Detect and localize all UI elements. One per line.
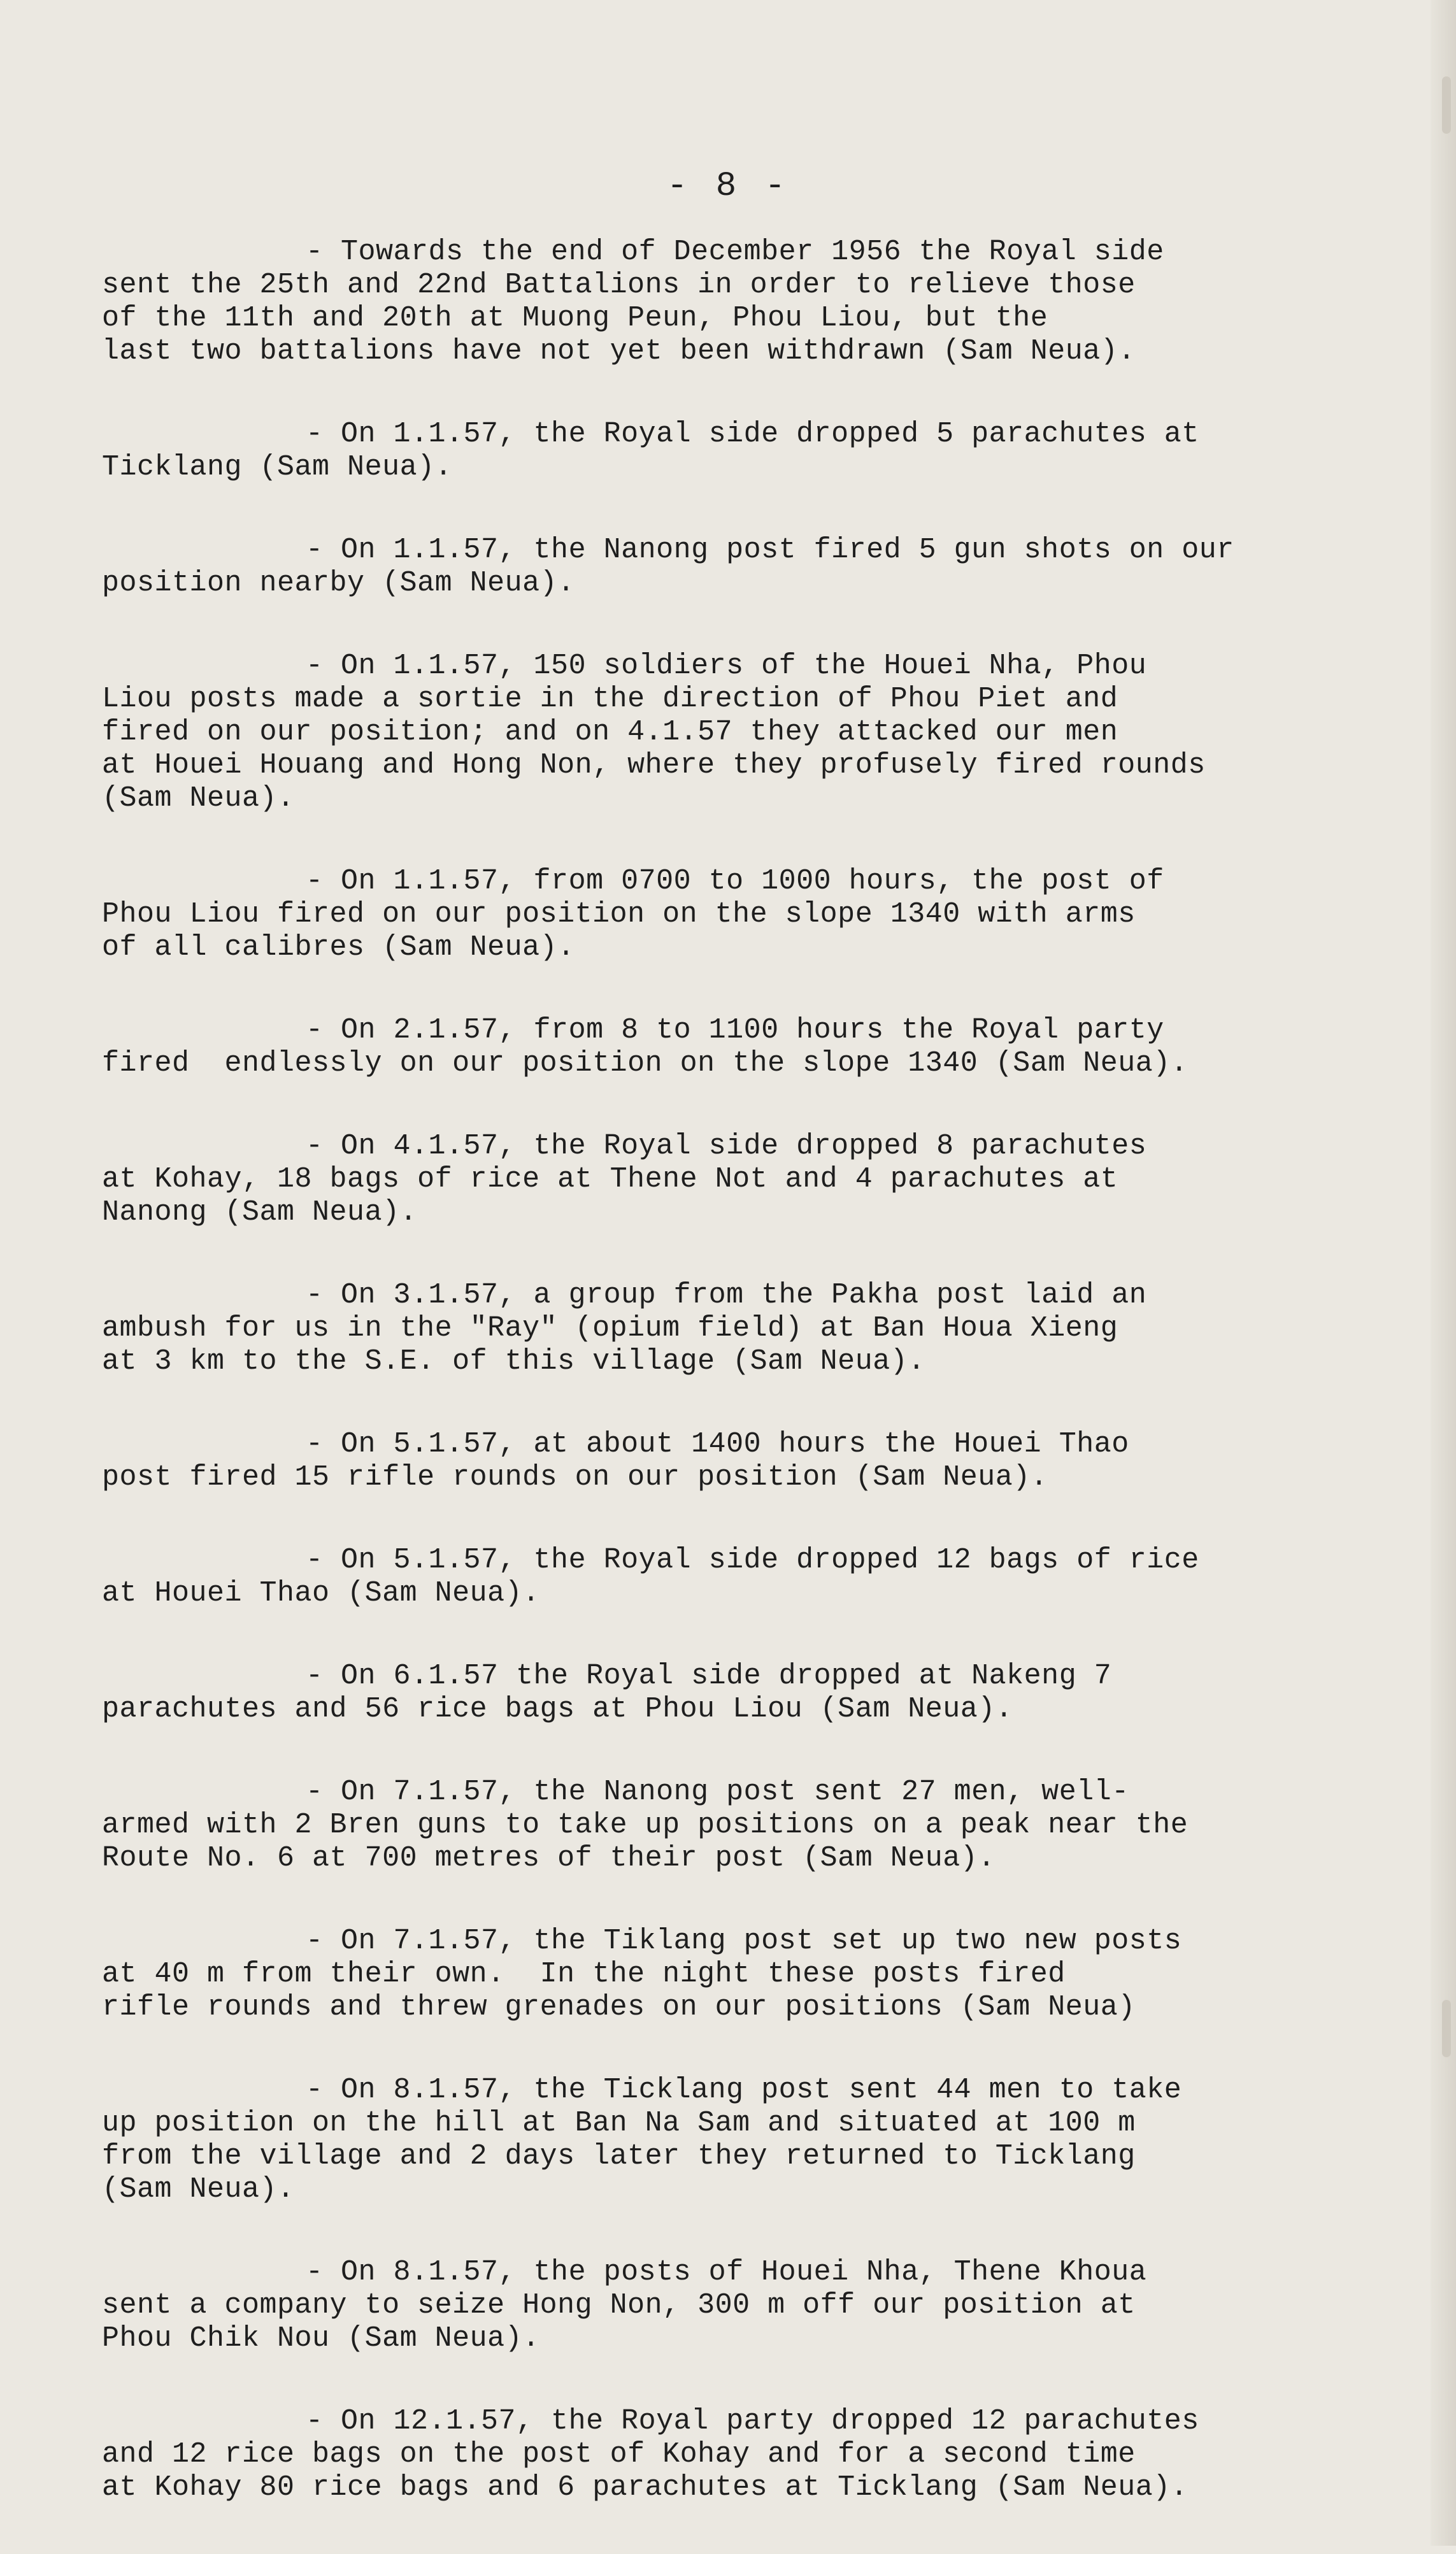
text-line: sent the 25th and 22nd Battalions in order to relieve those	[102, 269, 1136, 301]
text-line: parachutes and 56 rice bags at Phou Liou (Sam Neua).	[102, 1693, 1013, 1725]
text-line: - On 6.1.57 the Royal side dropped at Nakeng 7	[306, 1660, 1112, 1692]
text-line: - On 4.1.57, the Royal side dropped 8 parachutes	[306, 1130, 1147, 1162]
paragraph-entry	[102, 2256, 1363, 2355]
text-line: fired endlessly on our position on the slope 1340 (Sam Neua).	[102, 1047, 1188, 1080]
text-line: Phou Chik Nou (Sam Neua).	[102, 2322, 540, 2355]
text-line: at Houei Thao (Sam Neua).	[102, 1577, 540, 1609]
text-line: at Kohay 80 rice bags and 6 parachutes at Ticklang (Sam Neua).	[102, 2471, 1188, 2504]
text-line: - On 7.1.57, the Tiklang post set up two new posts	[306, 1925, 1182, 1957]
paragraph-entry	[102, 1279, 1363, 1378]
text-line: - On 7.1.57, the Nanong post sent 27 men, well-	[306, 1776, 1129, 1808]
paragraph-entry	[102, 236, 1363, 368]
text-line: - On 12.1.57, the Royal party dropped 12 parachutes	[306, 2405, 1199, 2437]
document-body	[102, 236, 1363, 2554]
page-number: - 8 -	[666, 167, 790, 206]
text-line: - On 1.1.57, from 0700 to 1000 hours, the post of	[306, 865, 1164, 897]
text-line: at Kohay, 18 bags of rice at Thene Not and 4 parachutes at	[102, 1163, 1118, 1195]
text-line: Phou Liou fired on our position on the slope 1340 with arms	[102, 898, 1136, 931]
paragraph-entry	[102, 1130, 1363, 1229]
text-line: Liou posts made a sortie in the direction of Phou Piet and	[102, 683, 1118, 715]
text-line: sent a company to seize Hong Non, 300 m off our position at	[102, 2289, 1136, 2322]
text-line: and 12 rice bags on the post of Kohay and for a second time	[102, 2438, 1136, 2471]
text-line: Route No. 6 at 700 metres of their post (Sam Neua).	[102, 1842, 996, 1874]
paragraph-entry	[102, 1776, 1363, 1875]
text-line: - On 8.1.57, the Ticklang post sent 44 men to take	[306, 2074, 1182, 2106]
text-line: Nanong (Sam Neua).	[102, 1196, 418, 1229]
text-line: post fired 15 rifle rounds on our position (Sam Neua).	[102, 1461, 1048, 1494]
text-line: - On 5.1.57, at about 1400 hours the Houei Thao	[306, 1428, 1129, 1460]
text-line: - On 3.1.57, a group from the Pakha post laid an	[306, 1279, 1147, 1311]
page-edge-mark	[1442, 2000, 1451, 2057]
paragraph-entry	[102, 418, 1363, 484]
text-line: - On 1.1.57, the Nanong post fired 5 gun shots on our	[306, 534, 1234, 566]
text-line: from the village and 2 days later they returned to Ticklang	[102, 2140, 1136, 2172]
text-line: position nearby (Sam Neua).	[102, 567, 575, 599]
page-edge-shadow	[1431, 0, 1456, 2546]
text-line: - On 1.1.57, 150 soldiers of the Houei Nha, Phou	[306, 650, 1147, 682]
text-line: armed with 2 Bren guns to take up positions on a peak near the	[102, 1809, 1188, 1841]
text-line: last two battalions have not yet been withdrawn (Sam Neua).	[102, 335, 1136, 367]
text-line: - Towards the end of December 1956 the Royal side	[306, 236, 1164, 268]
text-line: - On 8.1.57, the posts of Houei Nha, Thene Khoua	[306, 2256, 1147, 2288]
text-line: fired on our position; and on 4.1.57 they attacked our men	[102, 716, 1118, 748]
paragraph-entry	[102, 1660, 1363, 1726]
paragraph-entry	[102, 1544, 1363, 1610]
paragraph-entry	[102, 1428, 1363, 1494]
text-line: at 3 km to the S.E. of this village (Sam Neua).	[102, 1345, 925, 1378]
text-line: at Houei Houang and Hong Non, where they profusely fired rounds	[102, 749, 1206, 781]
text-line: - On 5.1.57, the Royal side dropped 12 bags of rice	[306, 1544, 1199, 1576]
page-edge-mark	[1442, 76, 1451, 134]
paragraph-entry	[102, 534, 1363, 600]
text-line: (Sam Neua).	[102, 782, 295, 815]
text-line: at 40 m from their own. In the night these posts fired	[102, 1958, 1066, 1990]
paragraph-entry	[102, 1925, 1363, 2024]
text-line: of all calibres (Sam Neua).	[102, 931, 575, 964]
text-line: - On 1.1.57, the Royal side dropped 5 parachutes at	[306, 418, 1199, 450]
paragraph-entry	[102, 650, 1363, 815]
text-line: ambush for us in the "Ray" (opium field) at Ban Houa Xieng	[102, 1312, 1118, 1345]
paragraph-entry	[102, 2405, 1363, 2504]
text-line: rifle rounds and threw grenades on our positions (Sam Neua)	[102, 1991, 1136, 2023]
text-line: Ticklang (Sam Neua).	[102, 451, 453, 483]
text-line: of the 11th and 20th at Muong Peun, Phou Liou, but the	[102, 302, 1048, 334]
paragraph-entry	[102, 2074, 1363, 2206]
text-line: up position on the hill at Ban Na Sam and situated at 100 m	[102, 2107, 1136, 2139]
text-line: - On 2.1.57, from 8 to 1100 hours the Royal party	[306, 1014, 1164, 1046]
paragraph-entry	[102, 1014, 1363, 1080]
paragraph-entry	[102, 865, 1363, 964]
text-line: (Sam Neua).	[102, 2173, 295, 2206]
